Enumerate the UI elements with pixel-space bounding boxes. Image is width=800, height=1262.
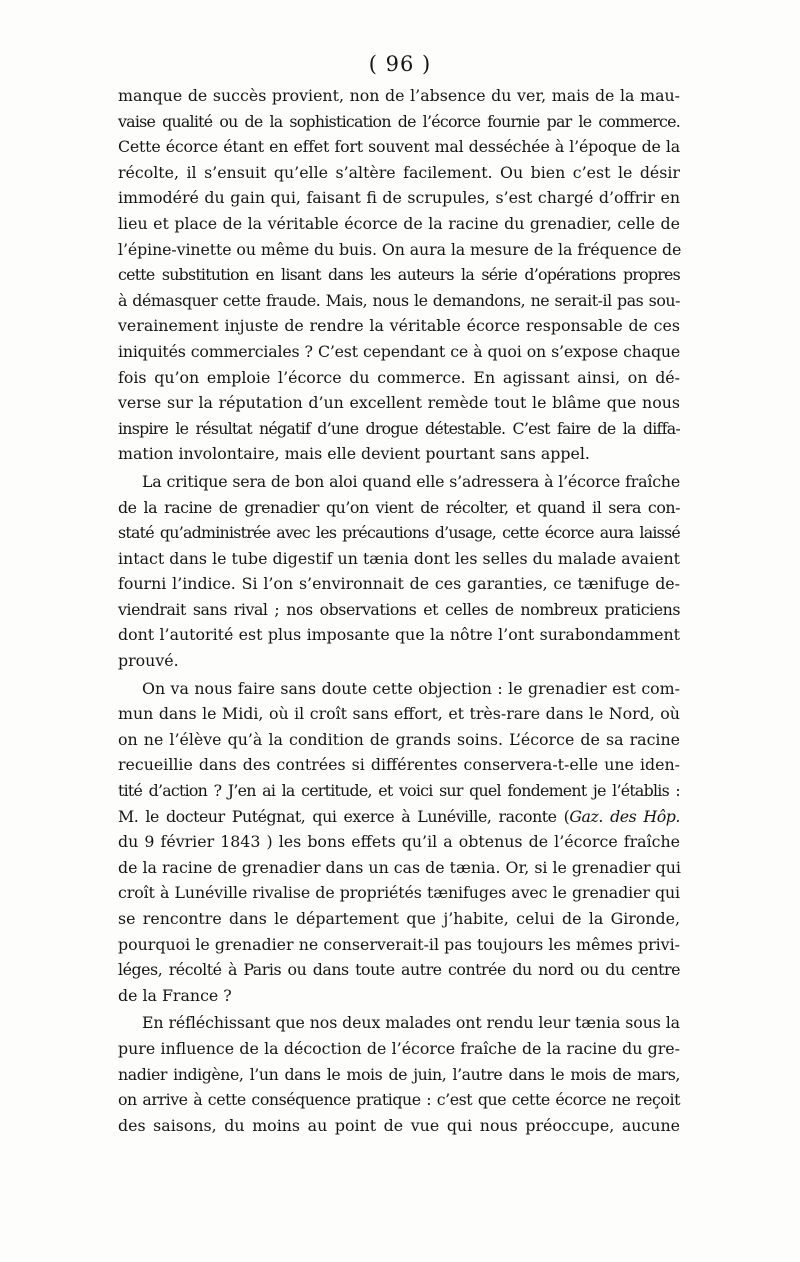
text-line: nadier indigène, l’un dans le mois de juin, l’autre dans le mois de mars, [118, 1064, 680, 1084]
text-line: récolte, il s’ensuit qu’elle s’altère facilement. Ou bien c’est le désir [118, 162, 680, 182]
text-line: de la racine de grenadier dans un cas de tænia. Or, si le grenadier qui [118, 857, 681, 877]
text-line: lieu et place de la véritable écorce de la racine du grenadier, celle de [118, 213, 680, 233]
text-line: intact dans le tube digestif un tænia dont les selles du malade avaient [118, 548, 680, 568]
text-line: à démasquer cette fraude. Mais, nous le demandons, ne serait-il pas sou- [118, 290, 680, 310]
text-line: on ne l’élève qu’à la condition de grands soins. L’écorce de sa racine [118, 729, 680, 749]
text-line: léges, récolté à Paris ou dans toute autre contrée du nord ou du centre [118, 960, 680, 980]
text-line: de la France ? [118, 985, 232, 1005]
text-line: des saisons, du moins au point de vue qui nous préoccupe, aucune [118, 1115, 680, 1135]
text-line: l’épine-vinette ou même du buis. On aura la mesure de la fréquence de [118, 239, 682, 259]
text-line: On va nous faire sans doute cette objection : le grenadier est com- [142, 678, 680, 698]
text-line: pure influence de la décoction de l’écorce fraîche de la racine du gre- [118, 1038, 680, 1058]
text-line: fourni l’indice. Si l’on s’environnait de ces garanties, ce tænifuge de- [118, 574, 680, 594]
text-line: prouvé. [118, 651, 179, 671]
text-line: cette substitution en lisant dans les auteurs la série d’opérations propres [118, 265, 680, 285]
text-line: staté qu’administrée avec les précautions d’usage, cette écorce aura laissé [118, 523, 680, 543]
paragraph-1 [118, 83, 680, 467]
text-line: pourquoi le grenadier ne conserverait-il pas toujours les mêmes privi- [118, 934, 680, 954]
text-line: on arrive à cette conséquence pratique : c’est que cette écorce ne reçoit [118, 1090, 680, 1110]
text-line: vaise qualité ou de la sophistication de l’écorce fournie par le commerce. [118, 111, 680, 131]
text-line: inspire le résultat négatif d’une drogue détestable. C’est faire de la diffa- [118, 418, 680, 438]
text-line: verse sur la réputation d’un excellent remède tout le blâme que nous [118, 393, 680, 413]
text-line: dont l’autorité est plus imposante que la nôtre l’ont surabondamment [118, 625, 680, 645]
paragraph-3 [118, 676, 680, 1009]
page-number: ( 96 ) [368, 52, 432, 76]
text-line: viendrait sans rival ; nos observations et celles de nombreux praticiens [118, 599, 680, 619]
paragraph-4 [118, 1010, 680, 1138]
paragraph-2 [118, 469, 680, 674]
text-line: Cette écorce étant en effet fort souvent mal desséchée à l’époque de la [118, 137, 680, 157]
text-line: tité d’action ? J’en ai la certitude, et voici sur quel fondement je l’établis : [118, 781, 680, 801]
text-line: mun dans le Midi, où il croît sans effort, et très-rare dans le Nord, où [118, 704, 680, 724]
citation-line [118, 804, 680, 830]
text-line: La critique sera de bon aloi quand elle s’adressera à l’écorce fraîche [142, 471, 680, 491]
text-line: se rencontre dans le département que j’habite, celui de la Gironde, [118, 909, 680, 928]
text-line: En réfléchissant que nos deux malades ont rendu leur tænia sous la [142, 1013, 680, 1033]
body-text [118, 83, 680, 1138]
text-line: mation involontaire, mais elle devient pourtant sans appel. [118, 444, 590, 464]
journal-title: Gaz. des Hôp. [569, 806, 680, 826]
text-line: de la racine de grenadier qu’on vient de récolter, et quand il sera con- [118, 497, 680, 517]
citation-prefix: M. le docteur Putégnat, qui exerce à Lunéville, raconte ( [118, 806, 570, 826]
text-line: recueillie dans des contrées si différentes conservera-t-elle une iden- [118, 755, 680, 775]
text-line: croît à Lunéville rivalise de propriétés tænifuges avec le grenadier qui [118, 883, 680, 903]
text-line: iniquités commerciales ? C’est cependant ce à quoi on s’expose chaque [118, 341, 680, 361]
text-line: verainement injuste de rendre la véritable écorce responsable de ces [118, 316, 680, 336]
text-line: fois qu’on emploie l’écorce du commerce. En agissant ainsi, on dé- [118, 367, 680, 387]
text-line: manque de succès provient, non de l’absence du ver, mais de la mau- [118, 86, 680, 105]
text-line: immodéré du gain qui, faisant fi de scrupules, s’est chargé d’offrir en [118, 188, 680, 208]
text-line: du 9 février 1843 ) les bons effets qu’il a obtenus de l’écorce fraîche [118, 832, 680, 852]
